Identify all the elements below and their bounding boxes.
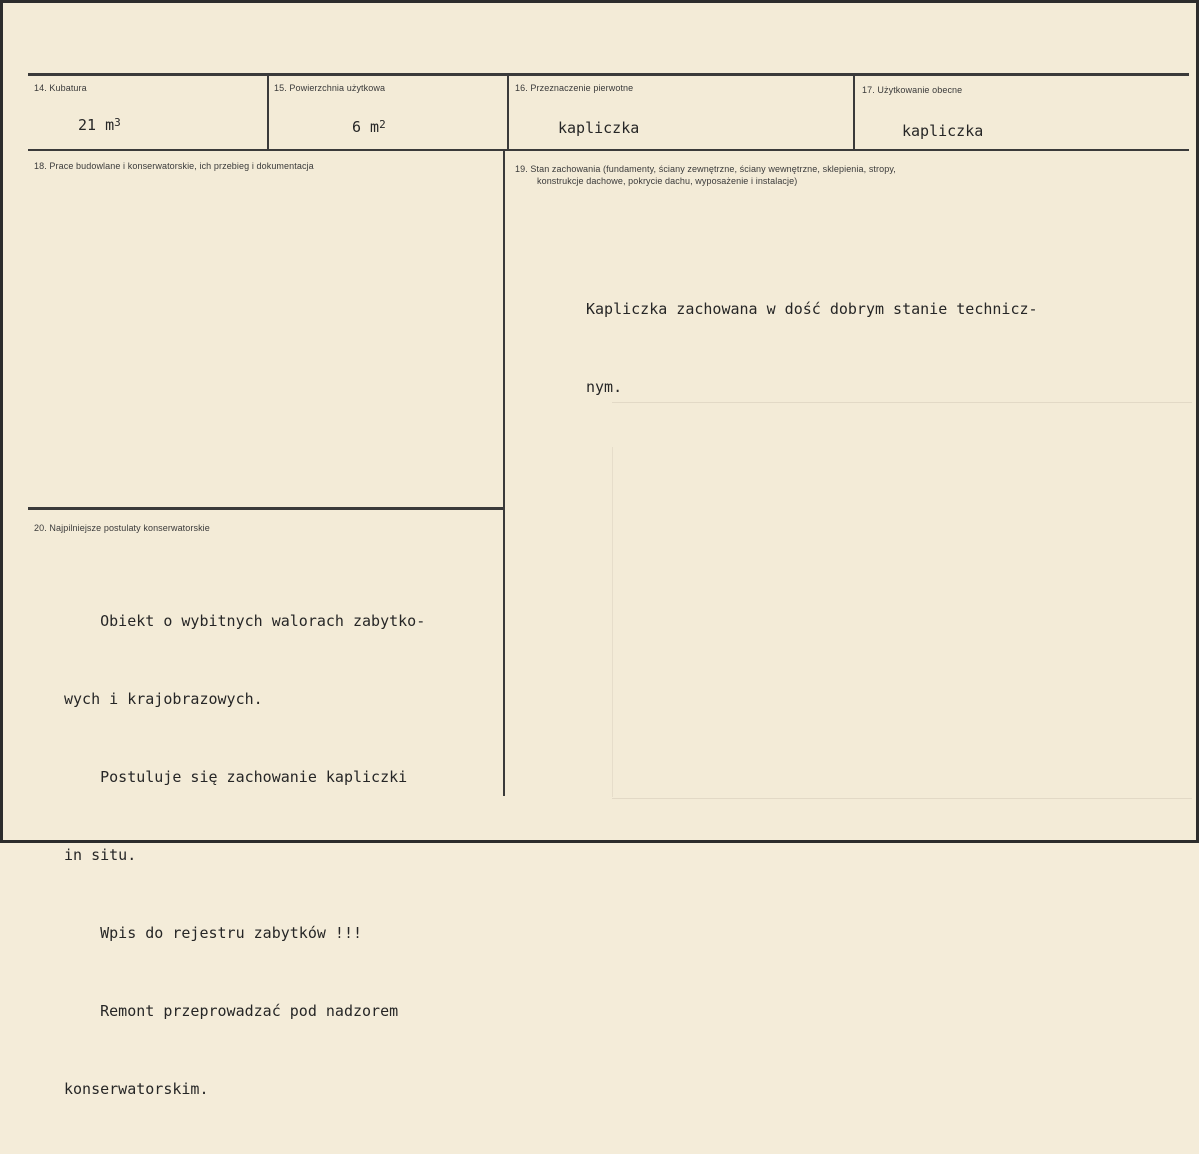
field-19-label-line-1: 19. Stan zachowania (fundamenty, ściany zewnętrzne, ściany wewnętrzne, sklepienia, stropy,	[515, 164, 896, 174]
field-19-line-1: Kapliczka zachowana w dość dobrym stanie technicz-	[586, 300, 1038, 318]
field-20-line-5: Wpis do rejestru zabytków !!!	[64, 924, 363, 942]
divider-14-15	[267, 76, 269, 150]
field-19-label	[515, 163, 896, 187]
show-through-line	[612, 447, 613, 797]
field-17-label: 17. Użytkowanie obecne	[862, 85, 963, 95]
field-19-label-line-2: konstrukcje dachowe, pokrycie dachu, wyposażenie i instalacje)	[537, 176, 798, 186]
field-20-line-1: Obiekt o wybitnych walorach zabytko-	[64, 612, 426, 630]
divider-main	[503, 151, 505, 796]
field-15-number: 6 m	[352, 118, 380, 136]
field-20-line-7: konserwatorskim.	[64, 1080, 209, 1098]
field-14-label: 14. Kubatura	[34, 83, 87, 93]
divider-16-17	[853, 76, 855, 150]
field-16-value: kapliczka	[558, 119, 640, 137]
row-rule	[28, 149, 1189, 151]
field-16-label: 16. Przeznaczenie pierwotne	[515, 83, 634, 93]
field-19-line-2: nym.	[586, 378, 623, 396]
field-20-line-6: Remont przeprowadzać pod nadzorem	[64, 1002, 399, 1020]
field-14-unit-exponent: 3	[114, 116, 121, 129]
show-through-line	[612, 798, 1192, 799]
field-20-line-3: Postuluje się zachowanie kapliczki	[64, 768, 408, 786]
field-14-number: 21 m	[78, 116, 115, 134]
field-15-value	[352, 114, 386, 140]
field-15-unit-exponent: 2	[379, 118, 386, 131]
field-20-text	[64, 556, 425, 1154]
field-20-line-2: wych i krajobrazowych.	[64, 690, 263, 708]
divider-15-16	[507, 76, 509, 150]
field-14-value	[78, 112, 121, 138]
show-through-line	[612, 402, 1192, 403]
field-17-value: kapliczka	[902, 122, 984, 140]
top-rule	[28, 73, 1189, 76]
field-18-label: 18. Prace budowlane i konserwatorskie, ich przebieg i dokumentacja	[34, 161, 314, 171]
section-rule	[28, 507, 504, 510]
field-20-line-4: in situ.	[64, 846, 137, 864]
field-15-label: 15. Powierzchnia użytkowa	[274, 83, 386, 93]
field-19-text	[586, 244, 1038, 452]
field-20-label: 20. Najpilniejsze postulaty konserwatorskie	[34, 523, 210, 533]
